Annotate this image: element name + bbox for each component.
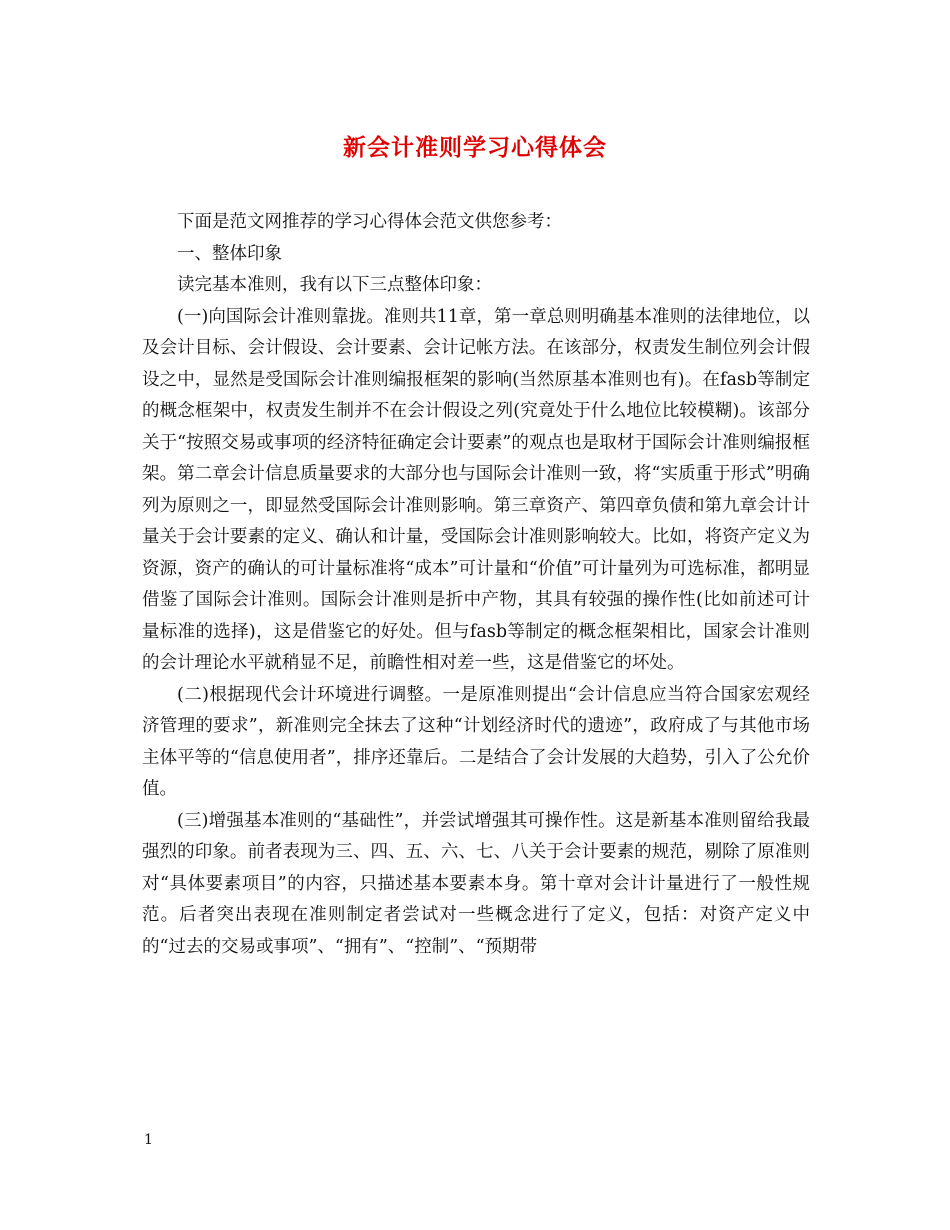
page-number: 1 [144,1132,153,1148]
paragraph-point-three: (三)增强基本准则的“基础性”，并尝试增强其可操作性。这是新基本准则留给我最强烈的印象。前者表现为三、四、五、六、七、八关于会计要素的规范，剔除了原准则对“具体要素项目”的内容，只描述基本要素本身。第十章对会计计量进行了一般性规范。后者突出表现在准则制定者尝试对一些概念进行了定义，包括：对资产定义中的“过去的交易或事项”、“拥有”、“控制”、“预期带 [142,810,810,957]
document-title: 新会计准则学习心得体会 [343,134,607,161]
paragraph-section-heading: 一、整体印象 [177,243,282,264]
paragraph-point-one: (一)向国际会计准则靠拢。准则共11章，第一章总则明确基本准则的法律地位，以及会计目标、会计假设、会计要素、会计记帐方法。在该部分，权责发生制位列会计假设之中，显然是受国际会计准则编报框架的影响(当然原基本准则也有)。在fasb等制定的概念框架中，权责发生制并不在会计假设之列(究竟处于什么地位比较模糊)。该部分关于“按照交易或事项的经济特征确定会计要素”的观点也是取材于国际会计准则编报框架。第二章会计信息质量要求的大部分也与国际会计准则一致，将“实质重于形式”明确列为原则之一，即显然受国际会计准则影响。第三章资产、第四章负债和第九章会计计量关于会计要素的定义、确认和计量，受国际会计准则影响较大。比如，将资产定义为资源，资产的确认的可计量标准将“成本”可计量和“价值”可计量列为可选标准，都明显借鉴了国际会计准则。国际会计准则是折中产物，其具有较强的操作性(比如前述可计量标准的选择)，这是借鉴它的好处。但与fasb等制定的概念框架相比，国家会计准则的会计理论水平就稍显不足，前瞻性相对差一些，这是借鉴它的坏处。 [142,306,810,673]
document-body [142,207,810,963]
paragraph-point-two: (二)根据现代会计环境进行调整。一是原准则提出“会计信息应当符合国家宏观经济管理的要求”，新准则完全抹去了这种“计划经济时代的遗迹”，政府成了与其他市场主体平等的“信息使用者”，排序还靠后。二是结合了会计发展的大趋势，引入了公允价值。 [142,684,810,799]
paragraph-intro: 下面是范文网推荐的学习心得体会范文供您参考： [177,212,562,232]
paragraph-impression-lead: 读完基本准则，我有以下三点整体印象： [177,275,492,295]
